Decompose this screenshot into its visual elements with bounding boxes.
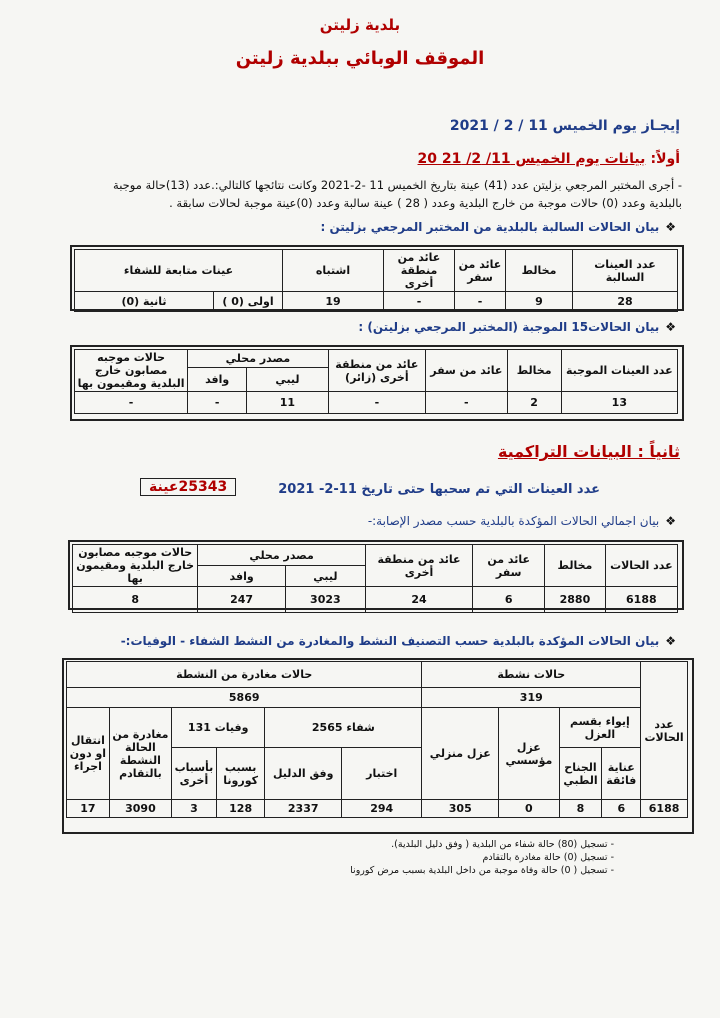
th-region: عائد من منطقة أخرى bbox=[384, 250, 455, 292]
th-positive: عدد العينات الموجبة bbox=[561, 350, 677, 392]
th-libyan-3: ليبي bbox=[285, 566, 365, 587]
td-libyan-3: 3023 bbox=[285, 587, 365, 613]
summary-paragraph bbox=[42, 176, 682, 212]
th-lab: اختبار bbox=[342, 748, 422, 800]
th-recovery: شفاء 2565 bbox=[265, 708, 422, 748]
active-departed-table bbox=[66, 661, 688, 818]
th-contact-2: مخالط bbox=[507, 350, 561, 392]
star-bullet-icon: ❖ bbox=[665, 514, 676, 528]
negative-samples-table bbox=[74, 249, 678, 312]
star-bullet-icon: ❖ bbox=[665, 220, 676, 234]
th-outside-2: حالات موجبه مصابون خارج البلدية ومقيمون بها bbox=[75, 350, 188, 392]
td-inst: 0 bbox=[499, 800, 559, 818]
th-aging: مغادرة من الحالة النشطة بالتقادم bbox=[109, 708, 171, 800]
td-expat-2: - bbox=[188, 392, 247, 414]
summary-line-2: بالبلدية وعدد (0) حالات موجبة من خارج البلدية وعدد ( 28 ) عينة سالبة وعدد (0)عينة موجبة لحالات سابقة . bbox=[169, 196, 682, 210]
td-icu: 6 bbox=[602, 800, 641, 818]
th-region-2: عائد من منطقة أخرى (زائر) bbox=[328, 350, 425, 392]
th-isolation: إيواء بقسم العزل bbox=[559, 708, 641, 748]
td-region: - bbox=[384, 292, 455, 312]
th-contact: مخالط bbox=[506, 250, 573, 292]
confirmed-by-source-table bbox=[72, 544, 678, 613]
positive-samples-table bbox=[74, 349, 678, 414]
td-travel-3: 6 bbox=[473, 587, 545, 613]
th-local-3: مصدر محلي bbox=[198, 545, 366, 566]
star-bullet-icon: ❖ bbox=[665, 320, 676, 334]
th-transfer: انتقال او دون اجراء bbox=[67, 708, 110, 800]
bullet-negative bbox=[320, 220, 676, 234]
td-first-followup: اولى (0 ) bbox=[214, 292, 283, 312]
brief-date: إيجـاز يوم الخميس 11 / 2 / 2021 bbox=[449, 118, 680, 134]
th-other: بأسباب أخرى bbox=[171, 748, 216, 800]
samples-total-label: عدد العينات التي تم سحبها حتى تاريخ 11-2- 2021 bbox=[278, 482, 600, 497]
td-guide: 2337 bbox=[265, 800, 342, 818]
bullet-active-text: بيان الحالات المؤكدة بالبلدية حسب التصنيف النشط والمغادرة من النشط الشفاء - الوفيات:- bbox=[120, 634, 660, 648]
td-outside-3: 8 bbox=[73, 587, 198, 613]
th-inst: عزل مؤسسي bbox=[499, 708, 559, 800]
td-aging: 3090 bbox=[109, 800, 171, 818]
td-libyan-2: 11 bbox=[247, 392, 329, 414]
td-outside-2: - bbox=[75, 392, 188, 414]
th-libyan-2: ليبي bbox=[247, 368, 329, 392]
td-home: 305 bbox=[422, 800, 499, 818]
samples-total-value: 25343عينة bbox=[140, 478, 236, 496]
bullet-active bbox=[121, 634, 676, 648]
td-active-total: 319 bbox=[422, 688, 641, 708]
th-cases-4: عدد الحالات bbox=[641, 662, 688, 800]
bullet-source bbox=[368, 514, 676, 528]
section1-label: أولاً: bbox=[650, 151, 680, 167]
td-other: 3 bbox=[171, 800, 216, 818]
note-item: - تسجيل ( 0) حالة وفاة موجبة من داخل البلدية بسبب مرض كورونا bbox=[194, 864, 614, 877]
summary-line-1: - أجرى المختبر المرجعي بزليتن عدد (41) عينة بتاريخ الخميس 11 -2-2021 وكانت نتائجها كالتالي:.عدد (13)حالة موجبة bbox=[113, 178, 682, 192]
municipality-title: بلدية زليتن bbox=[319, 16, 401, 34]
td-region-2: - bbox=[328, 392, 425, 414]
td-ward: 8 bbox=[559, 800, 602, 818]
td-contact-2: 2 bbox=[507, 392, 561, 414]
th-expat-3: وافد bbox=[198, 566, 286, 587]
th-contact-3: مخالط bbox=[545, 545, 605, 587]
th-expat-2: وافد bbox=[188, 368, 247, 392]
td-expat-3: 247 bbox=[198, 587, 286, 613]
td-suspect: 19 bbox=[283, 292, 384, 312]
th-active-4: حالات نشطة bbox=[422, 662, 641, 688]
section1-heading bbox=[418, 148, 680, 167]
td-travel-2: - bbox=[426, 392, 508, 414]
section2-heading: ثانياً : البيانات التراكمية bbox=[497, 442, 680, 461]
section1-date: بيانات يوم الخميس 11/ 2/ 21 20 bbox=[417, 151, 646, 167]
td-transfer: 17 bbox=[67, 800, 110, 818]
td-second-followup: ثانية (0) bbox=[75, 292, 214, 312]
th-local-2: مصدر محلي bbox=[188, 350, 329, 368]
notes-list bbox=[194, 838, 614, 877]
th-suspect: اشتباه bbox=[283, 250, 384, 292]
report-title: الموقف الوبائي ببلدية زليتن bbox=[235, 48, 485, 69]
td-corona: 128 bbox=[216, 800, 264, 818]
th-travel-3: عائد من سفر bbox=[473, 545, 545, 587]
td-lab: 294 bbox=[342, 800, 422, 818]
th-left-4: حالات مغادرة من النشطة bbox=[67, 662, 422, 688]
th-home: عزل منزلي bbox=[422, 708, 499, 800]
th-cases-3: عدد الحالات bbox=[605, 545, 677, 587]
th-corona: بسبب كورونا bbox=[216, 748, 264, 800]
bullet-positive bbox=[358, 320, 676, 334]
td-positive: 13 bbox=[561, 392, 677, 414]
td-contact-3: 2880 bbox=[545, 587, 605, 613]
td-negative: 28 bbox=[573, 292, 678, 312]
th-region-3: عائد من منطقة أخرى bbox=[365, 545, 472, 587]
td-region-3: 24 bbox=[365, 587, 472, 613]
note-item: - تسجيل (0) حالة مغادرة بالتقادم bbox=[194, 851, 614, 864]
td-contact: 9 bbox=[506, 292, 573, 312]
th-deaths: وفيات 131 bbox=[171, 708, 264, 748]
th-outside-3: حالات موجبه مصابون خارج البلدية ومقيمون بها bbox=[73, 545, 198, 587]
note-item: - تسجيل (80) حالة شفاء من البلدية ( وفق دليل البلدية). bbox=[194, 838, 614, 851]
th-guide: وفق الدليل bbox=[265, 748, 342, 800]
bullet-positive-text: بيان الحالات15 الموجبة (المختبر المرجعي بزليتن) : bbox=[358, 320, 660, 334]
star-bullet-icon: ❖ bbox=[665, 634, 676, 648]
bullet-source-text: بيان اجمالي الحالات المؤكدة بالبلدية حسب مصدر الإصابة:- bbox=[367, 514, 660, 528]
th-travel: عائد من سفر bbox=[455, 250, 506, 292]
td-travel: - bbox=[455, 292, 506, 312]
th-followup: عينات متابعة للشفاء bbox=[75, 250, 283, 292]
td-cases-3: 6188 bbox=[605, 587, 677, 613]
th-icu: عناية فائقة bbox=[602, 748, 641, 800]
th-ward: الجناح الطبي bbox=[559, 748, 602, 800]
td-left-total: 5869 bbox=[67, 688, 422, 708]
th-negative: عدد العينات السالبة bbox=[573, 250, 678, 292]
bullet-negative-text: بيان الحالات السالبة بالبلدية من المختبر المرجعي بزليتن : bbox=[320, 220, 660, 234]
td-cases-4: 6188 bbox=[641, 800, 688, 818]
th-travel-2: عائد من سفر bbox=[426, 350, 508, 392]
